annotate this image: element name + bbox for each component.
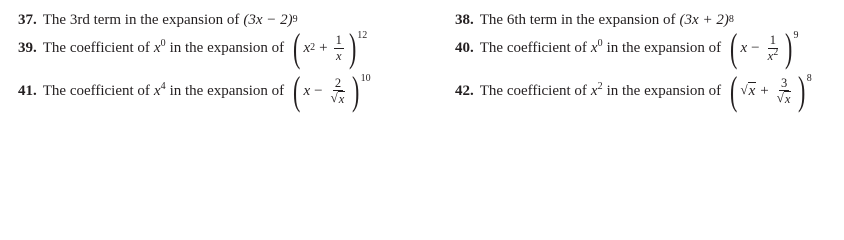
exponent: 10 <box>360 73 371 84</box>
sqrt-symbol: √ x <box>740 82 756 99</box>
binomial-expression: (3x − 2) <box>243 11 293 28</box>
problem-39 <box>18 25 368 70</box>
problem-text: The coefficient of <box>479 82 587 99</box>
problem-40 <box>455 25 799 70</box>
target-variable: $x^0$ <box>153 37 166 56</box>
problem-37: 37. The 3rd term in the expansion of (3x − 2) 9 <box>18 11 298 28</box>
binomial-expression: ( x 2 + $\frac{1}{x}$ ) 12 <box>293 25 368 70</box>
sqrt-symbol: √ x <box>330 90 345 106</box>
target-variable: $x^0$ <box>590 37 603 56</box>
target-variable: $x^4$ <box>153 80 166 99</box>
problem-text-2: in the expansion of <box>606 82 722 99</box>
problem-text-2: in the expansion of <box>606 39 722 56</box>
exponent: 12 <box>357 30 368 41</box>
problem-number: 39. <box>18 39 37 56</box>
fraction: 3 √ x <box>776 75 791 106</box>
problem-number: 42. <box>455 82 474 99</box>
binomial-expression: ( x − $\frac{1}{x^2}$ ) 9 <box>730 25 799 70</box>
problem-text: The coefficient of <box>42 82 150 99</box>
problem-number: 41. <box>18 82 37 99</box>
problem-number: 37. <box>18 11 37 28</box>
binomial-expression: ( √ x + 3 √ x ) 8 <box>730 68 812 113</box>
sqrt-symbol: √ x <box>776 90 791 106</box>
fraction: 2 √ x <box>330 75 345 106</box>
problem-text: The 3rd term in the expansion of <box>42 11 240 28</box>
problem-42 <box>455 68 812 113</box>
fraction: $\frac{1}{x}$ <box>335 33 342 63</box>
problem-text-2: in the expansion of <box>169 82 285 99</box>
exponent: 8 <box>806 73 812 84</box>
problem-38: 38. The 6th term in the expansion of (3x + 2) 8 <box>455 11 734 28</box>
problem-text: The coefficient of <box>479 39 587 56</box>
target-variable: $x^2$ <box>590 80 603 99</box>
problem-number: 38. <box>455 11 474 28</box>
exponent: 9 <box>793 30 799 41</box>
fraction: $\frac{1}{x^2}$ <box>767 33 779 63</box>
problem-41 <box>18 68 371 113</box>
problem-text: The coefficient of <box>42 39 150 56</box>
problem-text-2: in the expansion of <box>169 39 285 56</box>
problem-text: The 6th term in the expansion of <box>479 11 676 28</box>
binomial-expression: (3x + 2) <box>679 11 729 28</box>
binomial-expression: ( x − 2 √ x ) 10 <box>293 68 371 113</box>
problem-number: 40. <box>455 39 474 56</box>
